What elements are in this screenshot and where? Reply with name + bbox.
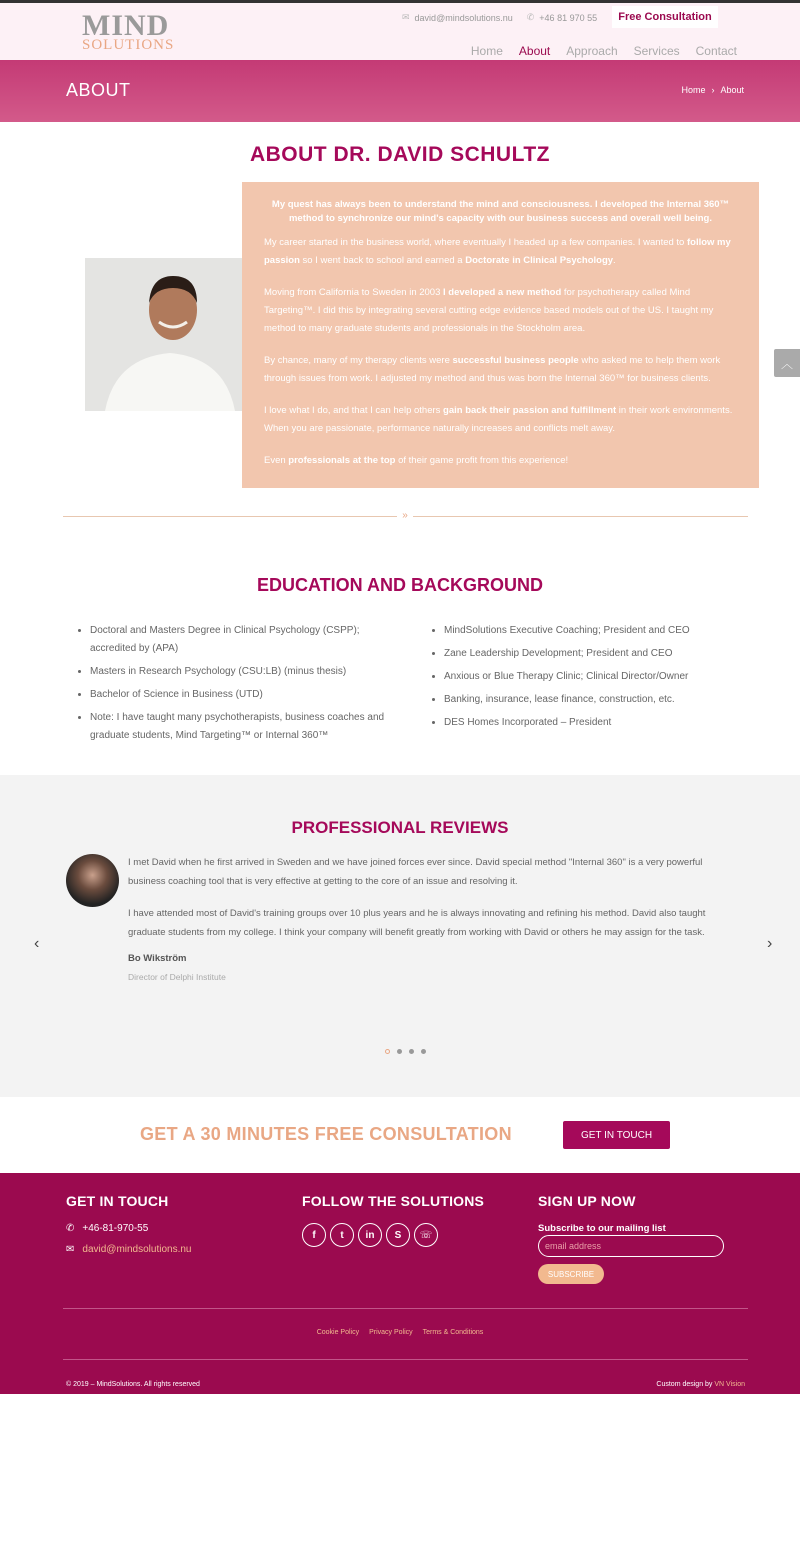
list-item: • Anxious or Blue Therapy Clinic; Clinical Director/Owner bbox=[444, 668, 752, 686]
back-to-top-button[interactable] bbox=[774, 349, 800, 377]
site-header bbox=[0, 3, 800, 60]
footer-signup bbox=[538, 1193, 724, 1284]
reviewer-role: Director of Delphi Institute bbox=[128, 972, 226, 982]
portrait-illustration bbox=[85, 258, 255, 411]
footer-divider bbox=[63, 1308, 748, 1309]
email-field[interactable] bbox=[538, 1235, 724, 1257]
nav-approach[interactable]: Approach bbox=[566, 44, 618, 58]
footer-email[interactable]: ✉ david@mindsolutions.nu bbox=[66, 1244, 192, 1255]
about-text-box bbox=[242, 182, 759, 488]
main-nav bbox=[471, 44, 737, 58]
site-footer bbox=[0, 1173, 800, 1394]
logo-solutions: SOLUTIONS bbox=[82, 37, 175, 53]
footer-phone[interactable]: ✆ +46-81-970-55 bbox=[66, 1223, 149, 1234]
list-item: • Doctoral and Masters Degree in Clinical Psychology (CSPP); accredited by (APA) bbox=[90, 622, 398, 658]
about-heading: ABOUT DR. DAVID SCHULTZ bbox=[249, 143, 551, 166]
terms-link[interactable]: Terms & Conditions bbox=[422, 1329, 484, 1336]
breadcrumb-separator: › bbox=[711, 85, 715, 95]
chevron-left-icon[interactable]: ‹ bbox=[34, 935, 40, 952]
subscribe-button[interactable]: SUBSCRIBE bbox=[538, 1264, 604, 1284]
linkedin-icon[interactable]: in bbox=[358, 1223, 382, 1247]
whatsapp-icon[interactable]: ☏ bbox=[414, 1223, 438, 1247]
nav-home[interactable]: Home bbox=[470, 44, 503, 58]
privacy-policy-link[interactable]: Privacy Policy bbox=[369, 1329, 413, 1336]
nav-services[interactable]: Services bbox=[633, 44, 680, 58]
about-paragraph-3: By chance, many of my therapy clients were successful business people who asked me to help them work through issues from work. I adjusted my method and thus was born the Internal 360™ for business clients. bbox=[264, 355, 721, 384]
chevron-right-icon[interactable]: › bbox=[767, 935, 773, 952]
phone-icon: ✆ bbox=[66, 1223, 75, 1234]
free-consultation-button[interactable]: Free Consultation bbox=[612, 6, 718, 28]
design-credit: Custom design by VN Vision bbox=[656, 1381, 745, 1388]
credit-link[interactable]: VN Vision bbox=[714, 1381, 745, 1388]
envelope-icon: ✉ bbox=[402, 12, 410, 22]
top-contact bbox=[402, 12, 597, 23]
carousel-dots bbox=[385, 1049, 426, 1054]
about-paragraph-5: Even professionals at the top of their game profit from this experience! bbox=[264, 455, 569, 466]
review-paragraph-2: I have attended most of David's training groups over 10 plus years and he is always innovating and refining his method. David also taught graduate students from my college. I think your company will benefit greatly from working with David or others he may assign for the task. bbox=[128, 908, 706, 938]
social-icons bbox=[302, 1223, 484, 1247]
cookie-policy-link[interactable]: Cookie Policy bbox=[316, 1329, 360, 1336]
list-item: • Bachelor of Science in Business (UTD) bbox=[90, 686, 398, 704]
top-email[interactable]: ✉ david@mindsolutions.nu bbox=[402, 12, 513, 23]
nav-about[interactable]: About bbox=[518, 44, 551, 58]
page-title: ABOUT bbox=[66, 80, 131, 100]
nav-contact[interactable]: Contact bbox=[695, 44, 737, 58]
education-heading: EDUCATION AND BACKGROUND bbox=[257, 575, 543, 595]
double-chevron-down-icon[interactable]: » bbox=[397, 509, 413, 523]
carousel-dot[interactable] bbox=[421, 1049, 426, 1054]
copyright: © 2019 – MindSolutions. All rights reserved bbox=[66, 1381, 200, 1388]
education-list-right bbox=[432, 622, 752, 737]
carousel-dot[interactable] bbox=[397, 1049, 402, 1054]
top-phone[interactable]: ✆ +46 81 970 55 bbox=[526, 12, 598, 23]
subscribe-label: Subscribe to our mailing list bbox=[538, 1223, 666, 1234]
reviewer-name: Bo Wikström bbox=[128, 953, 187, 964]
breadcrumb-current: About bbox=[720, 85, 744, 95]
get-in-touch-button[interactable]: GET IN TOUCH bbox=[563, 1121, 670, 1149]
facebook-icon[interactable]: f bbox=[302, 1223, 326, 1247]
portrait-photo bbox=[85, 258, 255, 411]
footer-contact bbox=[66, 1193, 192, 1265]
reviews-section bbox=[0, 775, 800, 1097]
consultation-cta-text: GET A 30 MINUTES FREE CONSULTATION bbox=[140, 1124, 512, 1144]
about-paragraph-4: I love what I do, and that I can help others gain back their passion and fulfillment in their work environments. When you are passionate, performance naturally increases and conflicts melt away. bbox=[264, 405, 733, 434]
education-list-left bbox=[78, 622, 398, 750]
skype-icon[interactable]: S bbox=[386, 1223, 410, 1247]
about-paragraph-2: Moving from California to Sweden in 2003 I developed a new method for psychotherapy called Mind Targeting™. I did this by integrating several cutting edge evidence based models out of the US. I taught my method to many graduate students and professionals in the Stockholm area. bbox=[264, 287, 714, 334]
chevron-up-icon: ︿ bbox=[780, 356, 793, 371]
footer-divider bbox=[63, 1359, 748, 1360]
list-item: • Note: I have taught many psychotherapists, business coaches and graduate students, Mind Targeting™ or Internal 360™ bbox=[90, 709, 398, 745]
carousel-dot[interactable] bbox=[409, 1049, 414, 1054]
logo-mind: MIND bbox=[82, 9, 170, 42]
avatar bbox=[66, 854, 119, 907]
list-item: • Masters in Research Psychology (CSU:LB) (minus thesis) bbox=[90, 663, 398, 681]
about-lead: My quest has always been to understand the mind and consciousness. I developed the Internal 360™ method to synchronize our mind's capacity with our business success and overall well being. bbox=[271, 199, 730, 224]
footer-social bbox=[302, 1193, 484, 1247]
breadcrumb bbox=[681, 85, 744, 95]
twitter-icon[interactable]: t bbox=[330, 1223, 354, 1247]
footer-signup-heading: SIGN UP NOW bbox=[538, 1193, 636, 1209]
footer-contact-heading: GET IN TOUCH bbox=[66, 1193, 169, 1209]
carousel-dot[interactable] bbox=[385, 1049, 390, 1054]
footer-links bbox=[0, 1329, 800, 1336]
reviews-heading: PROFESSIONAL REVIEWS bbox=[291, 818, 509, 837]
page-banner bbox=[0, 60, 800, 122]
list-item: • Zane Leadership Development; President and CEO bbox=[444, 645, 752, 663]
envelope-icon: ✉ bbox=[66, 1244, 75, 1255]
phone-icon: ✆ bbox=[526, 12, 535, 22]
review-content bbox=[128, 853, 738, 987]
about-paragraph-1: My career started in the business world, where eventually I headed up a few companies. I wanted to follow my passion so I went back to school and earned a Doctorate in Clinical Psychology. bbox=[264, 237, 731, 266]
logo[interactable] bbox=[82, 9, 178, 53]
breadcrumb-home[interactable]: Home bbox=[681, 85, 706, 95]
footer-social-heading: FOLLOW THE SOLUTIONS bbox=[302, 1193, 485, 1209]
list-item: • MindSolutions Executive Coaching; President and CEO bbox=[444, 622, 752, 640]
list-item: • DES Homes Incorporated – President bbox=[444, 714, 752, 732]
review-paragraph-1: I met David when he first arrived in Sweden and we have joined forces ever since. David special method "Internal 360" is a very powerful business coaching tool that is very effective at getting to the core of an issue and resolving it. bbox=[128, 857, 703, 887]
list-item: • Banking, insurance, lease finance, construction, etc. bbox=[444, 691, 752, 709]
